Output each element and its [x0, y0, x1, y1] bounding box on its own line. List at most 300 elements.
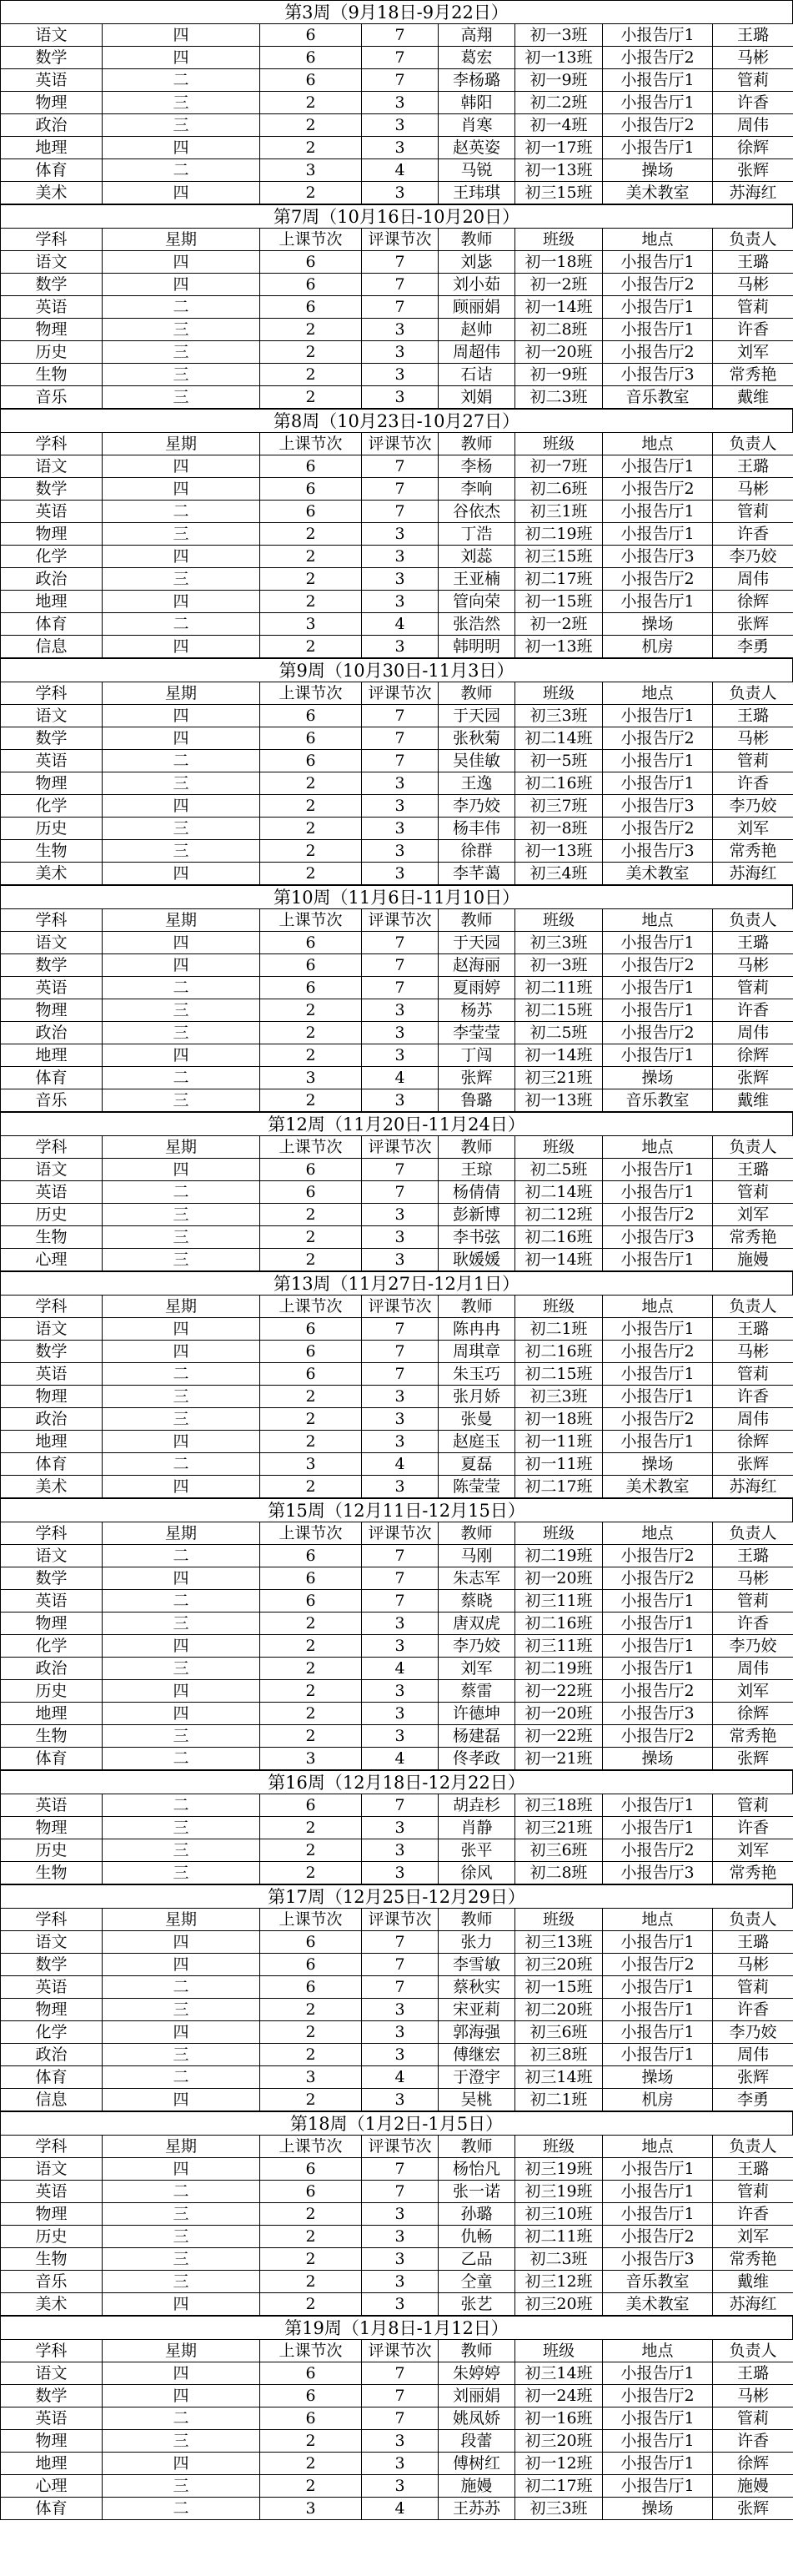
- table-cell: 刘军: [439, 1658, 515, 1680]
- table-cell: 初一14班: [515, 296, 603, 319]
- table-cell: 2: [260, 1089, 362, 1112]
- header-row: [1, 229, 793, 251]
- table-cell: 6: [260, 954, 362, 977]
- table-cell: 初三15班: [515, 182, 603, 204]
- table-cell: 仇畅: [439, 2226, 515, 2248]
- table-cell: 英语: [1, 296, 103, 319]
- table-cell: 2: [260, 2475, 362, 2498]
- table-cell: 7: [362, 1341, 439, 1363]
- table-cell: 李乃姣: [713, 1635, 793, 1658]
- table-cell: 杨建磊: [439, 1725, 515, 1748]
- table-cell: 7: [362, 478, 439, 501]
- table-row: [1, 1703, 793, 1725]
- table-cell: 初三1班: [515, 501, 603, 523]
- table-cell: 小报告厅3: [603, 1862, 713, 1884]
- table-cell: 化学: [1, 795, 103, 818]
- table-cell: 2: [260, 568, 362, 591]
- table-row: [1, 977, 793, 999]
- table-cell: 语文: [1, 932, 103, 954]
- table-cell: 初一15班: [515, 591, 603, 613]
- header-cell: 上课节次: [260, 1136, 362, 1159]
- header-cell: 地点: [603, 1909, 713, 1931]
- table-cell: 地理: [1, 137, 103, 159]
- table-cell: 语文: [1, 2158, 103, 2181]
- header-cell: 星期: [103, 2340, 260, 2362]
- table-cell: 小报告厅1: [603, 2181, 713, 2203]
- table-cell: 傅树红: [439, 2453, 515, 2475]
- table-cell: 初二5班: [515, 1159, 603, 1181]
- table-cell: 2: [260, 2089, 362, 2111]
- table-cell: 语文: [1, 705, 103, 727]
- table-cell: 常秀艳: [713, 1725, 793, 1748]
- table-cell: 许香: [713, 319, 793, 341]
- header-row: [1, 909, 793, 932]
- table-cell: 二: [103, 69, 260, 92]
- schedule-table: [0, 1135, 793, 1271]
- table-row: [1, 386, 793, 409]
- header-cell: 学科: [1, 229, 103, 251]
- schedule-table: [0, 432, 793, 658]
- header-cell: 班级: [515, 909, 603, 932]
- table-cell: 7: [362, 47, 439, 69]
- table-cell: 3: [362, 546, 439, 568]
- table-cell: 马彬: [713, 274, 793, 296]
- table-cell: 初二16班: [515, 1613, 603, 1635]
- table-cell: 生物: [1, 1725, 103, 1748]
- table-cell: 数学: [1, 1341, 103, 1363]
- table-cell: 3: [362, 568, 439, 591]
- table-cell: 于天园: [439, 705, 515, 727]
- table-cell: 肖寒: [439, 114, 515, 137]
- table-cell: 朱志军: [439, 1567, 515, 1590]
- table-cell: 常秀艳: [713, 840, 793, 863]
- table-cell: 张辉: [439, 1067, 515, 1089]
- table-row: [1, 954, 793, 977]
- table-cell: 6: [260, 455, 362, 478]
- table-cell: 初一8班: [515, 818, 603, 840]
- table-cell: 四: [103, 1159, 260, 1181]
- table-cell: 马彬: [713, 2385, 793, 2407]
- table-cell: 王璐: [713, 1159, 793, 1181]
- table-cell: 于澄宇: [439, 2066, 515, 2089]
- table-cell: 四: [103, 1044, 260, 1067]
- table-row: [1, 705, 793, 727]
- schedule-table: [0, 2339, 793, 2520]
- table-cell: 肖静: [439, 1817, 515, 1839]
- table-cell: 小报告厅1: [603, 772, 713, 795]
- table-cell: 2: [260, 319, 362, 341]
- table-cell: 二: [103, 1794, 260, 1817]
- table-cell: 7: [362, 2362, 439, 2385]
- table-cell: 小报告厅1: [603, 2158, 713, 2181]
- table-cell: 小报告厅1: [603, 1318, 713, 1341]
- table-cell: 7: [362, 1590, 439, 1613]
- table-cell: 7: [362, 977, 439, 999]
- table-cell: 马彬: [713, 47, 793, 69]
- table-cell: 3: [260, 159, 362, 182]
- table-cell: 小报告厅2: [603, 1567, 713, 1590]
- table-cell: 历史: [1, 1839, 103, 1862]
- table-cell: 地理: [1, 1431, 103, 1453]
- table-cell: 孙璐: [439, 2203, 515, 2226]
- table-cell: 初一14班: [515, 1249, 603, 1271]
- table-row: [1, 1363, 793, 1386]
- table-row: [1, 2293, 793, 2316]
- table-cell: 刘丽娟: [439, 2385, 515, 2407]
- table-cell: 数学: [1, 1567, 103, 1590]
- table-cell: 小报告厅2: [603, 954, 713, 977]
- table-cell: 3: [362, 2430, 439, 2453]
- table-cell: 3: [362, 1725, 439, 1748]
- table-cell: 四: [103, 1680, 260, 1703]
- table-cell: 语文: [1, 1545, 103, 1567]
- table-cell: 周伟: [713, 1408, 793, 1431]
- table-cell: 三: [103, 1022, 260, 1044]
- table-row: [1, 319, 793, 341]
- table-cell: 小报告厅1: [603, 977, 713, 999]
- table-cell: 初一17班: [515, 137, 603, 159]
- table-cell: 管莉: [713, 1976, 793, 1999]
- table-cell: 生物: [1, 1862, 103, 1884]
- table-cell: 英语: [1, 1363, 103, 1386]
- table-cell: 4: [362, 159, 439, 182]
- table-cell: 彭新博: [439, 1204, 515, 1226]
- table-cell: 王玮琪: [439, 182, 515, 204]
- table-cell: 徐辉: [713, 2453, 793, 2475]
- table-cell: 三: [103, 840, 260, 863]
- header-cell: 星期: [103, 433, 260, 455]
- table-cell: 丁浩: [439, 523, 515, 546]
- table-cell: 李乃姣: [713, 795, 793, 818]
- table-cell: 英语: [1, 69, 103, 92]
- header-cell: 学科: [1, 2136, 103, 2158]
- table-cell: 耿媛媛: [439, 1249, 515, 1271]
- table-cell: 徐辉: [713, 137, 793, 159]
- table-cell: 机房: [603, 636, 713, 658]
- table-cell: 语文: [1, 2362, 103, 2385]
- table-cell: 历史: [1, 341, 103, 364]
- table-cell: 戴维: [713, 2271, 793, 2293]
- table-cell: 周琪章: [439, 1341, 515, 1363]
- table-cell: 三: [103, 1089, 260, 1112]
- table-cell: 3: [362, 1839, 439, 1862]
- table-cell: 马锐: [439, 159, 515, 182]
- table-cell: 美术教室: [603, 182, 713, 204]
- table-cell: 6: [260, 2158, 362, 2181]
- table-cell: 7: [362, 1159, 439, 1181]
- table-cell: 蔡秋实: [439, 1976, 515, 1999]
- table-row: [1, 114, 793, 137]
- table-row: [1, 772, 793, 795]
- table-cell: 初三3班: [515, 2498, 603, 2520]
- schedule-table: [0, 1522, 793, 1770]
- table-cell: 2: [260, 591, 362, 613]
- table-row: [1, 1976, 793, 1999]
- header-cell: 评课节次: [362, 1522, 439, 1545]
- table-cell: 王璐: [713, 2362, 793, 2385]
- week-section: [0, 1770, 793, 1884]
- header-cell: 星期: [103, 909, 260, 932]
- week-section: [0, 1112, 793, 1271]
- table-cell: 7: [362, 2407, 439, 2430]
- table-cell: 7: [362, 1318, 439, 1341]
- table-cell: 2: [260, 1613, 362, 1635]
- table-cell: 初一9班: [515, 364, 603, 386]
- table-cell: 戴维: [713, 1089, 793, 1112]
- table-cell: 小报告厅2: [603, 1725, 713, 1748]
- table-cell: 英语: [1, 2407, 103, 2430]
- table-cell: 三: [103, 1817, 260, 1839]
- table-row: [1, 24, 793, 47]
- table-row: [1, 364, 793, 386]
- table-cell: 周伟: [713, 1658, 793, 1680]
- header-cell: 负责人: [713, 909, 793, 932]
- table-cell: 杨丰伟: [439, 818, 515, 840]
- table-cell: 7: [362, 1794, 439, 1817]
- table-cell: 语文: [1, 1318, 103, 1341]
- header-cell: 学科: [1, 1522, 103, 1545]
- week-title: 第8周（10月23日-10月27日）: [0, 409, 793, 432]
- table-row: [1, 1318, 793, 1341]
- table-cell: 历史: [1, 1680, 103, 1703]
- table-cell: 英语: [1, 1590, 103, 1613]
- table-cell: 四: [103, 932, 260, 954]
- table-cell: 初二15班: [515, 1363, 603, 1386]
- table-cell: 2: [260, 114, 362, 137]
- table-cell: 王璐: [713, 1931, 793, 1954]
- table-row: [1, 863, 793, 885]
- table-cell: 小报告厅1: [603, 1635, 713, 1658]
- table-cell: 3: [362, 2226, 439, 2248]
- table-cell: 三: [103, 2044, 260, 2066]
- table-cell: 张月娇: [439, 1386, 515, 1408]
- table-cell: 初三3班: [515, 932, 603, 954]
- table-cell: 初一18班: [515, 1408, 603, 1431]
- table-cell: 3: [362, 1635, 439, 1658]
- table-cell: 生物: [1, 1226, 103, 1249]
- table-cell: 语文: [1, 1159, 103, 1181]
- header-cell: 地点: [603, 2340, 713, 2362]
- table-cell: 许德坤: [439, 1703, 515, 1725]
- table-cell: 李乃姣: [439, 1635, 515, 1658]
- table-cell: 许香: [713, 1386, 793, 1408]
- table-cell: 四: [103, 1635, 260, 1658]
- week-title: 第15周（12月11日-12月15日）: [0, 1498, 793, 1522]
- table-cell: 刘军: [713, 1680, 793, 1703]
- table-row: [1, 47, 793, 69]
- table-cell: 初二1班: [515, 2089, 603, 2111]
- table-cell: 初一13班: [515, 1089, 603, 1112]
- table-cell: 四: [103, 1567, 260, 1590]
- table-cell: 3: [362, 341, 439, 364]
- table-cell: 3: [362, 1999, 439, 2021]
- schedule-table: [0, 228, 793, 409]
- table-cell: 3: [362, 182, 439, 204]
- table-cell: 初一3班: [515, 954, 603, 977]
- table-cell: 6: [260, 1318, 362, 1341]
- header-cell: 教师: [439, 229, 515, 251]
- table-cell: 初二14班: [515, 1181, 603, 1204]
- table-cell: 6: [260, 1954, 362, 1976]
- table-cell: 数学: [1, 954, 103, 977]
- table-cell: 6: [260, 750, 362, 772]
- table-cell: 7: [362, 1181, 439, 1204]
- table-cell: 韩阳: [439, 92, 515, 114]
- table-cell: 管莉: [713, 501, 793, 523]
- week-section: [0, 2316, 793, 2520]
- table-cell: 7: [362, 750, 439, 772]
- table-cell: 3: [362, 92, 439, 114]
- table-cell: 三: [103, 2226, 260, 2248]
- table-cell: 李芊蔼: [439, 863, 515, 885]
- table-cell: 四: [103, 795, 260, 818]
- table-row: [1, 932, 793, 954]
- table-cell: 2: [260, 1022, 362, 1044]
- table-cell: 仝童: [439, 2271, 515, 2293]
- table-cell: 2: [260, 1204, 362, 1226]
- table-cell: 二: [103, 501, 260, 523]
- table-cell: 7: [362, 932, 439, 954]
- header-cell: 上课节次: [260, 433, 362, 455]
- table-cell: 6: [260, 478, 362, 501]
- table-cell: 美术教室: [603, 863, 713, 885]
- table-cell: 小报告厅1: [603, 1976, 713, 1999]
- header-cell: 班级: [515, 229, 603, 251]
- table-cell: 初二8班: [515, 319, 603, 341]
- table-cell: 许香: [713, 2430, 793, 2453]
- table-cell: 4: [362, 1658, 439, 1680]
- header-row: [1, 1136, 793, 1159]
- table-cell: 初三6班: [515, 2021, 603, 2044]
- table-cell: 小报告厅1: [603, 2362, 713, 2385]
- header-cell: 星期: [103, 2136, 260, 2158]
- table-cell: 管莉: [713, 2181, 793, 2203]
- table-cell: 许香: [713, 523, 793, 546]
- schedule-table: [0, 1295, 793, 1498]
- table-row: [1, 1817, 793, 1839]
- table-cell: 7: [362, 2158, 439, 2181]
- table-cell: 2: [260, 863, 362, 885]
- header-cell: 星期: [103, 1522, 260, 1545]
- table-cell: 马彬: [713, 954, 793, 977]
- header-cell: 班级: [515, 682, 603, 705]
- table-cell: 美术: [1, 863, 103, 885]
- table-cell: 初一20班: [515, 1567, 603, 1590]
- table-cell: 4: [362, 1067, 439, 1089]
- table-row: [1, 1794, 793, 1817]
- table-cell: 四: [103, 2293, 260, 2316]
- table-cell: 常秀艳: [713, 1862, 793, 1884]
- table-cell: 小报告厅3: [603, 2248, 713, 2271]
- table-cell: 7: [362, 296, 439, 319]
- table-cell: 李乃姣: [713, 546, 793, 568]
- table-cell: 许香: [713, 2203, 793, 2226]
- header-cell: 星期: [103, 1909, 260, 1931]
- table-cell: 小报告厅1: [603, 2407, 713, 2430]
- table-cell: 数学: [1, 1954, 103, 1976]
- table-cell: 美术: [1, 1476, 103, 1498]
- table-cell: 小报告厅1: [603, 251, 713, 274]
- table-cell: 3: [362, 1431, 439, 1453]
- table-cell: 陈冉冉: [439, 1318, 515, 1341]
- table-cell: 3: [362, 1044, 439, 1067]
- table-cell: 6: [260, 1545, 362, 1567]
- table-cell: 二: [103, 1363, 260, 1386]
- table-cell: 徐风: [439, 1862, 515, 1884]
- table-cell: 小报告厅2: [603, 1680, 713, 1703]
- table-cell: 张秋菊: [439, 727, 515, 750]
- table-cell: 初一13班: [515, 159, 603, 182]
- table-cell: 李响: [439, 478, 515, 501]
- table-cell: 小报告厅1: [603, 296, 713, 319]
- table-cell: 韩明明: [439, 636, 515, 658]
- table-cell: 二: [103, 1453, 260, 1476]
- table-cell: 初二1班: [515, 1318, 603, 1341]
- table-cell: 初三20班: [515, 1954, 603, 1976]
- table-row: [1, 1839, 793, 1862]
- table-cell: 语文: [1, 251, 103, 274]
- table-cell: 历史: [1, 2226, 103, 2248]
- table-cell: 四: [103, 1954, 260, 1976]
- week-title: 第9周（10月30日-11月3日）: [0, 658, 793, 682]
- table-row: [1, 1567, 793, 1590]
- table-row: [1, 750, 793, 772]
- table-cell: 二: [103, 1545, 260, 1567]
- table-cell: 王璐: [713, 932, 793, 954]
- table-cell: 李乃姣: [439, 795, 515, 818]
- week-title: 第13周（11月27日-12月1日）: [0, 1271, 793, 1295]
- table-cell: 7: [362, 1363, 439, 1386]
- table-cell: 初一7班: [515, 455, 603, 478]
- header-cell: 星期: [103, 1296, 260, 1318]
- table-cell: 6: [260, 1341, 362, 1363]
- table-cell: 化学: [1, 1635, 103, 1658]
- table-cell: 6: [260, 1567, 362, 1590]
- table-cell: 6: [260, 1931, 362, 1954]
- table-cell: 张辉: [713, 613, 793, 636]
- table-cell: 常秀艳: [713, 364, 793, 386]
- header-cell: 班级: [515, 2340, 603, 2362]
- table-cell: 马彬: [713, 478, 793, 501]
- table-cell: 小报告厅3: [603, 546, 713, 568]
- table-row: [1, 636, 793, 658]
- header-cell: 教师: [439, 433, 515, 455]
- table-cell: 初一20班: [515, 1703, 603, 1725]
- table-cell: 初二12班: [515, 1204, 603, 1226]
- header-cell: 地点: [603, 2136, 713, 2158]
- week-title: 第19周（1月8日-1月12日）: [0, 2316, 793, 2339]
- table-cell: 初三3班: [515, 1386, 603, 1408]
- table-cell: 小报告厅1: [603, 999, 713, 1022]
- table-cell: 初一22班: [515, 1680, 603, 1703]
- table-row: [1, 296, 793, 319]
- table-cell: 3: [362, 1817, 439, 1839]
- table-cell: 初二19班: [515, 523, 603, 546]
- table-cell: 四: [103, 1931, 260, 1954]
- table-cell: 初三13班: [515, 1931, 603, 1954]
- table-cell: 7: [362, 2181, 439, 2203]
- table-cell: 胡垚杉: [439, 1794, 515, 1817]
- table-cell: 6: [260, 705, 362, 727]
- table-cell: 傅继宏: [439, 2044, 515, 2066]
- header-cell: 学科: [1, 1136, 103, 1159]
- table-cell: 张辉: [713, 2498, 793, 2520]
- table-cell: 初三20班: [515, 2293, 603, 2316]
- table-cell: 初一21班: [515, 1748, 603, 1770]
- header-cell: 班级: [515, 2136, 603, 2158]
- table-cell: 王璐: [713, 24, 793, 47]
- table-cell: 体育: [1, 159, 103, 182]
